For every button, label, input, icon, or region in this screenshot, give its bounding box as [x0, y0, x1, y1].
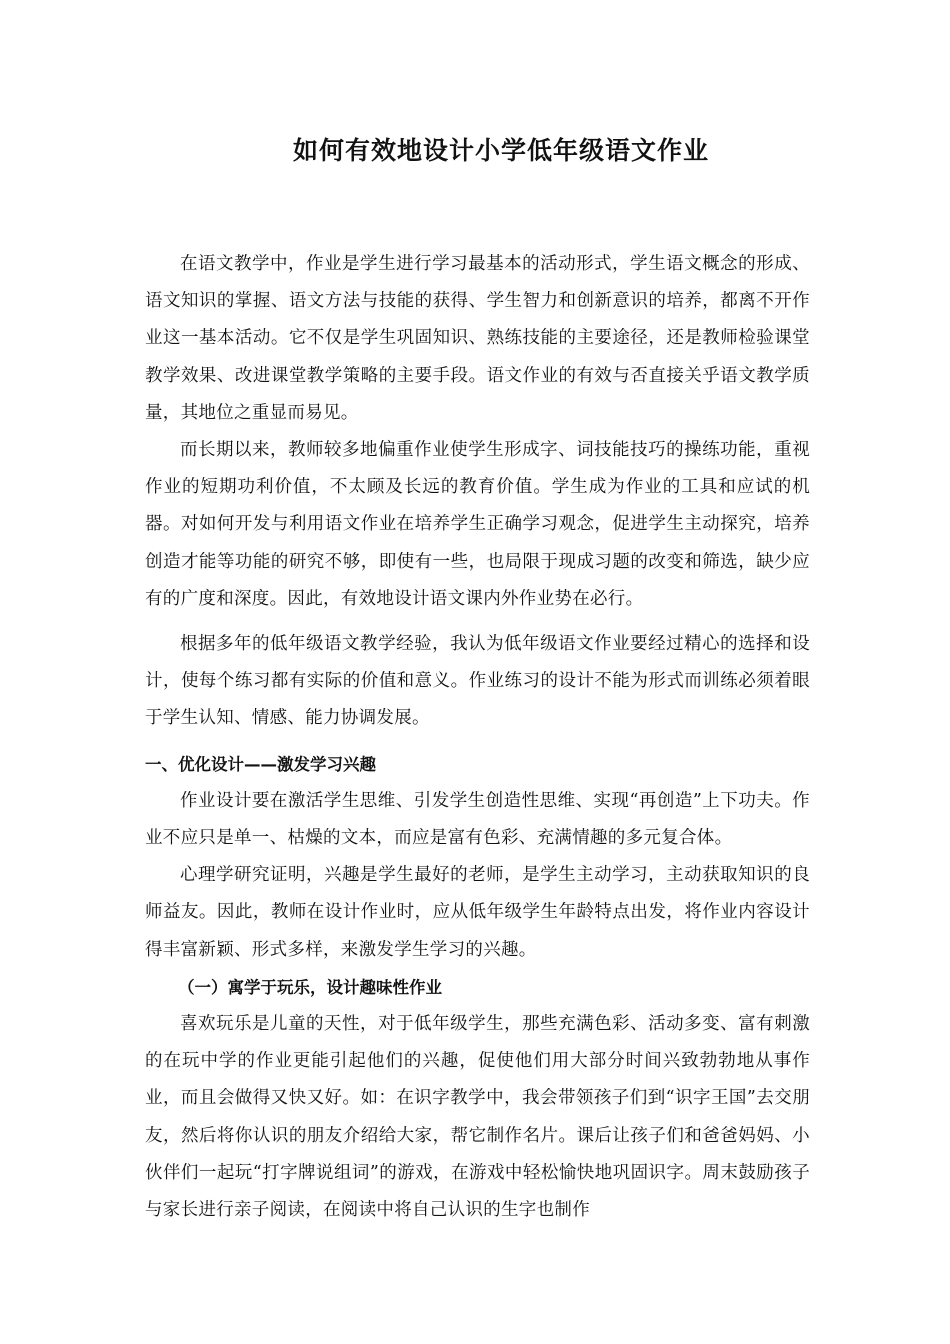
body-paragraph: 在语文教学中，作业是学生进行学习最基本的活动形式，学生语文概念的形成、语文知识的掌握、语文方法与技能的获得、学生智力和创新意识的培养，都离不开作业这一基本活动。它不仅是学生巩固知识、熟练技能的主要途径，还是教师检验课堂教学效果、改进课堂教学策略的主要手段。语文作业的有效与否直接关乎语文教学质量，其地位之重显而易见。: [145, 254, 810, 423]
subsection-heading: （一）寓学于玩乐，设计趣味性作业: [178, 977, 442, 997]
section-heading: 一、优化设计——激发学习兴趣: [145, 754, 376, 774]
body-paragraph: 而长期以来，教师较多地偏重作业使学生形成字、词技能技巧的操练功能，重视作业的短期功利价值，不太顾及长远的教育价值。学生成为作业的工具和应试的机器。对如何开发与利用语文作业在培养学生正确学习观念，促进学生主动探究，培养创造才能等功能的研究不够，即使有一些，也局限于现成习题的改变和筛选，缺少应有的广度和深度。因此，有效地设计语文课内外作业势在必行。: [145, 440, 810, 609]
body-paragraph: 根据多年的低年级语文教学经验，我认为低年级语文作业要经过精心的选择和设计，使每个练习都有实际的价值和意义。作业练习的设计不能为形式而训练必须着眼于学生认知、情感、能力协调发展。: [145, 634, 810, 729]
document-title: 如何有效地设计小学低年级语文作业: [292, 136, 709, 165]
body-paragraph: 心理学研究证明，兴趣是学生最好的老师，是学生主动学习，主动获取知识的良师益友。因此，教师在设计作业时，应从低年级学生年龄特点出发，将作业内容设计得丰富新颖、形式多样，来激发学生学习的兴趣。: [145, 865, 810, 960]
document-body: [145, 246, 810, 1229]
body-paragraph: 喜欢玩乐是儿童的天性，对于低年级学生，那些充满色彩、活动多变、富有刺激的在玩中学的作业更能引起他们的兴趣，促使他们用大部分时间兴致勃勃地从事作业，而且会做得又快又好。如：在识字教学中，我会带领孩子们到“识字王国”去交朋友，然后将你认识的朋友介绍给大家，帮它制作名片。课后让孩子们和爸爸妈妈、小伙伴们一起玩“打字牌说组词”的游戏，在游戏中轻松愉快地巩固识字。周末鼓励孩子与家长进行亲子阅读，在阅读中将自己认识的生字也制作: [145, 1014, 810, 1221]
body-paragraph: 作业设计要在激活学生思维、引发学生创造性思维、实现“再创造”上下功夫。作业不应只是单一、枯燥的文本，而应是富有色彩、充满情趣的多元复合体。: [145, 790, 810, 849]
